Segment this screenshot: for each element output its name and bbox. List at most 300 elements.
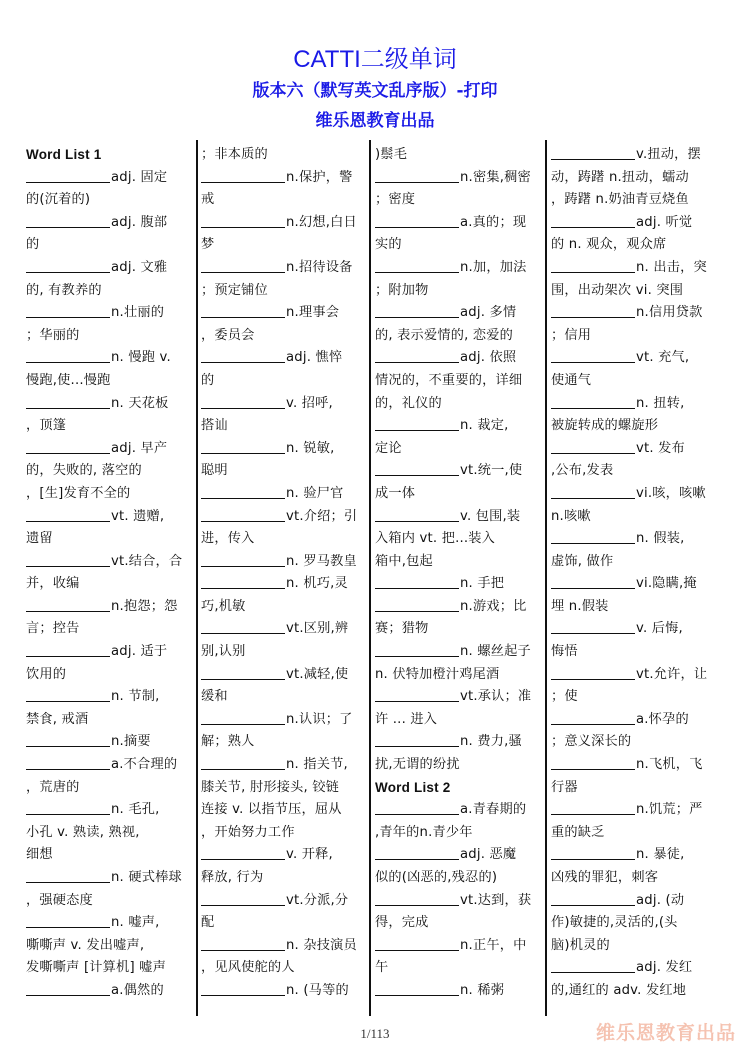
entry-text: 成一体 xyxy=(375,485,416,501)
answer-blank xyxy=(26,348,110,363)
answer-blank xyxy=(551,891,635,906)
answer-blank xyxy=(201,574,285,589)
answer-blank xyxy=(26,687,110,702)
entry-text: 膝关节, 肘形接头, 铰链 xyxy=(201,779,340,795)
blank-entry-line xyxy=(375,799,537,822)
word-column-4 xyxy=(551,144,713,1003)
entry-text: 入箱内 vt. 把...装入 xyxy=(375,531,496,547)
blank-entry-line xyxy=(375,980,537,1003)
entry-text: 围，出动架次 vi. 突围 xyxy=(551,282,684,298)
entry-text: n. 指关节, xyxy=(286,757,348,773)
entry-text: ；华丽的 xyxy=(26,327,80,343)
entry-text: vi.咳，咳嗽 xyxy=(636,485,706,501)
entry-text: adj. 多情 xyxy=(460,305,517,321)
entry-text: 许 ... 进入 xyxy=(375,711,438,727)
definition-line xyxy=(26,234,188,257)
entry-text: 凶残的罪犯，刺客 xyxy=(551,870,659,885)
entry-text: n. 裁定, xyxy=(460,418,509,434)
entry-text: n. 出击，突 xyxy=(636,259,707,275)
definition-line xyxy=(375,709,537,732)
entry-text: ，踌躇 n.奶油青豆烧鱼 xyxy=(551,192,689,208)
entry-text: 实的 xyxy=(375,237,402,253)
answer-blank xyxy=(375,303,459,318)
answer-blank xyxy=(375,642,459,657)
blank-entry-line xyxy=(26,596,188,619)
answer-blank xyxy=(551,619,635,634)
definition-line xyxy=(201,460,363,483)
answer-blank xyxy=(26,868,110,883)
definition-line xyxy=(26,777,188,800)
definition-line xyxy=(375,664,537,687)
definition-line xyxy=(551,867,713,890)
definition-line xyxy=(375,912,537,935)
blank-entry-line xyxy=(551,212,713,235)
entry-text: adj. 文雅 xyxy=(111,259,168,275)
entry-text: n. 假装, xyxy=(636,531,685,547)
entry-text: vt.减轻,使 xyxy=(286,666,349,682)
answer-blank xyxy=(375,845,459,860)
definition-line xyxy=(551,370,713,393)
blank-entry-line xyxy=(26,731,188,754)
blank-entry-line xyxy=(26,641,188,664)
blank-entry-line xyxy=(26,438,188,461)
blank-entry-line xyxy=(201,573,363,596)
definition-line xyxy=(26,325,188,348)
blank-entry-line xyxy=(551,890,713,913)
blank-entry-line xyxy=(201,212,363,235)
definition-line xyxy=(551,280,713,303)
entry-text: v. 后悔, xyxy=(636,621,683,637)
answer-blank xyxy=(201,619,285,634)
word-column-2 xyxy=(201,144,363,1003)
answer-blank xyxy=(201,258,285,273)
blank-entry-line xyxy=(375,212,537,235)
definition-line xyxy=(201,912,363,935)
answer-blank xyxy=(201,213,285,228)
answer-blank xyxy=(201,936,285,951)
entry-text: )鬃毛 xyxy=(375,147,408,162)
blank-entry-line xyxy=(551,347,713,370)
definition-line xyxy=(551,234,713,257)
entry-text: ；密度 xyxy=(375,192,416,208)
answer-blank xyxy=(551,145,635,160)
definition-line xyxy=(375,754,537,777)
answer-blank xyxy=(26,913,110,928)
entry-text: vt.结合，合 xyxy=(111,553,183,569)
answer-blank xyxy=(201,348,285,363)
entry-text: 嘶嘶声 v. 发出嘘声, xyxy=(26,937,145,953)
answer-blank xyxy=(375,597,459,612)
blank-entry-line xyxy=(26,980,188,1003)
answer-blank xyxy=(201,981,285,996)
entry-text: 的 xyxy=(26,237,40,253)
entry-text: ；意义深长的 xyxy=(551,734,632,750)
entry-text: adj. 腹部 xyxy=(111,214,168,230)
entry-text: ；使 xyxy=(551,689,578,705)
entry-text: 埋 n.假装 xyxy=(551,598,609,614)
entry-text: a.青春期的 xyxy=(460,802,527,818)
definition-line xyxy=(551,935,713,958)
entry-text: n.飞机，飞 xyxy=(636,757,703,773)
entry-text: n. 扭转, xyxy=(636,395,685,411)
definition-line xyxy=(551,415,713,438)
entry-text: n. 慢跑 v. xyxy=(111,350,171,366)
answer-blank xyxy=(551,845,635,860)
definition-line xyxy=(26,415,188,438)
blank-entry-line xyxy=(375,641,537,664)
entry-text: a.真的；现 xyxy=(460,214,527,230)
definition-line xyxy=(551,460,713,483)
definition-line xyxy=(26,460,188,483)
definition-line xyxy=(201,325,363,348)
blank-entry-line xyxy=(26,867,188,890)
entry-text: a.偶然的 xyxy=(111,982,164,998)
definition-line xyxy=(375,234,537,257)
watermark-logo: 维乐恩教育出品 xyxy=(595,1022,736,1044)
definition-line xyxy=(201,822,363,845)
answer-blank xyxy=(551,258,635,273)
answer-blank xyxy=(26,303,110,318)
definition-line xyxy=(375,438,537,461)
entry-text: 禁食, 戒酒 xyxy=(26,711,89,727)
answer-blank xyxy=(375,507,459,522)
blank-entry-line xyxy=(26,393,188,416)
definition-line xyxy=(26,957,188,980)
entry-text: 发嘶嘶声 [计算机] 嘘声 xyxy=(26,960,166,976)
blank-entry-line xyxy=(201,935,363,958)
answer-blank xyxy=(26,258,110,273)
entry-text: 得，完成 xyxy=(375,915,429,931)
entry-text: ，[生]发育不全的 xyxy=(26,485,131,501)
entry-text: ，委员会 xyxy=(201,327,255,343)
page-number: 1/113 xyxy=(360,1026,390,1041)
answer-blank xyxy=(26,213,110,228)
entry-text: adj. 固定 xyxy=(111,169,168,185)
entry-text: 言；控告 xyxy=(26,621,80,637)
definition-line xyxy=(201,957,363,980)
entry-text: n.游戏；比 xyxy=(460,598,527,614)
definition-line xyxy=(201,686,363,709)
page-subtitle: 版本六（默写英文乱序版）-打印 xyxy=(252,81,498,101)
entry-text: 的(沉着的) xyxy=(26,192,91,208)
blank-entry-line xyxy=(375,890,537,913)
blank-entry-line xyxy=(201,347,363,370)
entry-text: adj. 适于 xyxy=(111,644,168,660)
blank-entry-line xyxy=(551,709,713,732)
column-divider xyxy=(545,140,547,1016)
entry-text: 定论 xyxy=(375,440,402,456)
answer-blank xyxy=(375,981,459,996)
entry-text: 遗留 xyxy=(26,531,53,547)
entry-text: ，见风使舵的人 xyxy=(201,960,295,976)
entry-text: adj. 发红 xyxy=(636,960,693,976)
answer-blank xyxy=(375,800,459,815)
definition-line xyxy=(551,686,713,709)
answer-blank xyxy=(26,597,110,612)
answer-blank xyxy=(26,552,110,567)
entry-text: vt.介绍；引 xyxy=(286,508,358,524)
blank-entry-line xyxy=(26,754,188,777)
definition-line xyxy=(375,325,537,348)
entry-text: 的, 表示爱情的, 恋爱的 xyxy=(375,327,514,343)
entry-text: 饮用的 xyxy=(26,666,67,682)
answer-blank xyxy=(26,168,110,183)
word-list-heading xyxy=(375,777,537,800)
entry-text: ，荒唐的 xyxy=(26,779,80,795)
entry-text: 小孔 v. 熟读, 熟视, xyxy=(26,824,140,840)
definition-line xyxy=(201,641,363,664)
blank-entry-line xyxy=(551,393,713,416)
entry-text: ,公布,发表 xyxy=(551,463,614,479)
entry-text: v.扭动，摆 xyxy=(636,147,701,162)
entry-text: 被旋转成的螺旋形 xyxy=(551,418,659,434)
definition-line xyxy=(551,641,713,664)
definition-line xyxy=(201,596,363,619)
entry-text: n. 机巧,灵 xyxy=(286,576,348,592)
blank-entry-line xyxy=(201,709,363,732)
entry-text: n. 罗马教皇 xyxy=(286,553,357,569)
entry-text: vt. 发布 xyxy=(636,440,685,456)
blank-entry-line xyxy=(375,347,537,370)
definition-line xyxy=(201,234,363,257)
answer-blank xyxy=(551,574,635,589)
blank-entry-line xyxy=(201,393,363,416)
definition-line xyxy=(26,935,188,958)
entry-text: 箱中,包起 xyxy=(375,553,433,569)
blank-entry-line xyxy=(201,664,363,687)
publisher-label: 维乐恩教育出品 xyxy=(315,111,435,131)
column-divider xyxy=(196,140,198,1016)
definition-line xyxy=(26,844,188,867)
definition-line xyxy=(375,618,537,641)
entry-text: ；信用 xyxy=(551,327,592,343)
answer-blank xyxy=(201,710,285,725)
entry-text: n.饥荒；严 xyxy=(636,802,703,818)
entry-text: 别,认别 xyxy=(201,644,246,660)
entry-text: 的，失败的, 落空的 xyxy=(26,463,142,479)
answer-blank xyxy=(26,642,110,657)
definition-line xyxy=(26,709,188,732)
entry-text: n. 螺丝起子 xyxy=(460,644,531,660)
entry-text: n. 锐敏, xyxy=(286,440,335,456)
definition-line xyxy=(375,483,537,506)
blank-entry-line xyxy=(26,347,188,370)
entry-text: n.摘要 xyxy=(111,734,151,750)
entry-text: 似的(凶恶的,残忍的) xyxy=(375,870,498,885)
answer-blank xyxy=(375,687,459,702)
entry-text: 配 xyxy=(201,915,215,931)
entry-text: 的，礼仪的 xyxy=(375,395,442,411)
blank-entry-line xyxy=(551,144,713,167)
answer-blank xyxy=(26,755,110,770)
entry-text: vt.承认；准 xyxy=(460,689,532,705)
entry-text: v. 开释, xyxy=(286,847,333,863)
entry-text: vt.区别,辨 xyxy=(286,621,349,637)
entry-text: vi.隐瞒,掩 xyxy=(636,576,697,592)
blank-entry-line xyxy=(201,257,363,280)
entry-text: n.幻想,白日 xyxy=(286,214,357,230)
entry-text: vt.达到，获 xyxy=(460,892,532,908)
answer-blank xyxy=(375,936,459,951)
answer-blank xyxy=(375,416,459,431)
definition-line xyxy=(375,370,537,393)
entry-text: adj. 听觉 xyxy=(636,214,693,230)
definition-line xyxy=(551,506,713,529)
definition-line xyxy=(375,551,537,574)
blank-entry-line xyxy=(375,596,537,619)
answer-blank xyxy=(551,665,635,680)
page-title: CATTI二级单词 xyxy=(293,46,457,73)
entry-text: a.怀孕的 xyxy=(636,711,689,727)
entry-text: n. 毛孔, xyxy=(111,802,160,818)
blank-entry-line xyxy=(551,483,713,506)
entry-text: 梦 xyxy=(201,237,215,253)
answer-blank xyxy=(551,348,635,363)
answer-blank xyxy=(375,258,459,273)
entry-text: ，开始努力工作 xyxy=(201,824,295,840)
entry-text: 慢跑,使...慢跑 xyxy=(26,372,111,388)
blank-entry-line xyxy=(551,618,713,641)
entry-text: adj. 早产 xyxy=(111,440,168,456)
blank-entry-line xyxy=(375,460,537,483)
definition-line xyxy=(551,551,713,574)
definition-line xyxy=(201,867,363,890)
answer-blank xyxy=(26,800,110,815)
entry-text: 的, 有教养的 xyxy=(26,282,102,298)
entry-text: vt.允许，让 xyxy=(636,666,708,682)
blank-entry-line xyxy=(201,167,363,190)
blank-entry-line xyxy=(551,573,713,596)
definition-line xyxy=(375,393,537,416)
answer-blank xyxy=(201,394,285,409)
answer-blank xyxy=(201,168,285,183)
definition-line xyxy=(551,731,713,754)
definition-line xyxy=(375,280,537,303)
blank-entry-line xyxy=(26,167,188,190)
definition-line xyxy=(375,528,537,551)
blank-entry-line xyxy=(201,754,363,777)
blank-entry-line xyxy=(201,483,363,506)
blank-entry-line xyxy=(551,664,713,687)
entry-text: ,青年的n.青少年 xyxy=(375,824,473,840)
entry-text: 释放, 行为 xyxy=(201,870,264,885)
entry-text: 动，踌躇 n.扭动，蠕动 xyxy=(551,169,689,185)
entry-text: n.壮丽的 xyxy=(111,305,165,321)
entry-text: 扰,无谓的纷扰 xyxy=(375,757,460,773)
blank-entry-line xyxy=(201,890,363,913)
definition-line xyxy=(26,822,188,845)
definition-line xyxy=(551,325,713,348)
definition-line xyxy=(26,890,188,913)
entry-text: 聪明 xyxy=(201,463,228,479)
blank-entry-line xyxy=(26,506,188,529)
blank-entry-line xyxy=(375,302,537,325)
answer-blank xyxy=(551,303,635,318)
entry-text: n. 验尸官 xyxy=(286,485,344,501)
definition-line xyxy=(375,867,537,890)
word-column-1 xyxy=(26,144,188,1003)
entry-text: 赛；猎物 xyxy=(375,621,429,637)
answer-blank xyxy=(26,507,110,522)
answer-blank xyxy=(201,507,285,522)
definition-line xyxy=(26,483,188,506)
blank-entry-line xyxy=(551,799,713,822)
blank-entry-line xyxy=(26,551,188,574)
entry-text: n. 费力,骚 xyxy=(460,734,522,750)
answer-blank xyxy=(375,348,459,363)
blank-entry-line xyxy=(201,506,363,529)
entry-text: n. 伏特加橙汁鸡尾酒 xyxy=(375,666,500,682)
entry-text: 作)敏捷的,灵活的,(头 xyxy=(551,915,678,931)
entry-text: 连接 v. 以指节压，屈从 xyxy=(201,802,342,818)
definition-line xyxy=(201,731,363,754)
blank-entry-line xyxy=(26,799,188,822)
entry-text: 行器 xyxy=(551,779,578,795)
entry-text: n. 稀粥 xyxy=(460,982,505,998)
entry-text: Word List 1 xyxy=(26,147,102,162)
answer-blank xyxy=(551,394,635,409)
word-list-heading xyxy=(26,144,188,167)
definition-line xyxy=(201,189,363,212)
entry-text: 的 xyxy=(201,372,215,388)
definition-line xyxy=(551,980,713,1003)
entry-text: n. (马等的 xyxy=(286,982,349,998)
entry-text: adj. (动 xyxy=(636,892,685,908)
blank-entry-line xyxy=(201,302,363,325)
entry-text: n.抱怨；怨 xyxy=(111,598,178,614)
answer-blank xyxy=(551,439,635,454)
blank-entry-line xyxy=(375,731,537,754)
answer-blank xyxy=(26,732,110,747)
entry-text: adj. 依照 xyxy=(460,350,517,366)
answer-blank xyxy=(551,213,635,228)
definition-line xyxy=(201,280,363,303)
blank-entry-line xyxy=(375,257,537,280)
entry-text: 并，收编 xyxy=(26,576,80,592)
definition-line xyxy=(26,189,188,212)
answer-blank xyxy=(201,845,285,860)
answer-blank xyxy=(551,800,635,815)
word-column-3 xyxy=(375,144,537,1003)
entry-text: 缓和 xyxy=(201,689,228,705)
answer-blank xyxy=(375,732,459,747)
entry-text: n.加，加法 xyxy=(460,259,527,275)
entry-text: n.密集,稠密 xyxy=(460,169,531,185)
definition-line xyxy=(26,280,188,303)
entry-text: 虚饰, 做作 xyxy=(551,553,614,569)
entry-text: n.保护，警 xyxy=(286,169,353,185)
entry-text: adj. 恶魔 xyxy=(460,847,517,863)
blank-entry-line xyxy=(551,302,713,325)
blank-entry-line xyxy=(375,686,537,709)
blank-entry-line xyxy=(551,257,713,280)
answer-blank xyxy=(375,213,459,228)
entry-text: n. 硬式棒球 xyxy=(111,870,182,885)
blank-entry-line xyxy=(375,506,537,529)
answer-blank xyxy=(375,168,459,183)
blank-entry-line xyxy=(375,167,537,190)
entry-text: ；非本质的 xyxy=(201,147,268,162)
entry-text: ，顶篷 xyxy=(26,418,67,434)
blank-entry-line xyxy=(201,438,363,461)
entry-text: 戒 xyxy=(201,192,215,208)
definition-line xyxy=(26,664,188,687)
entry-text: a.不合理的 xyxy=(111,757,178,773)
answer-blank xyxy=(375,891,459,906)
answer-blank xyxy=(201,303,285,318)
definition-line xyxy=(551,777,713,800)
blank-entry-line xyxy=(375,415,537,438)
